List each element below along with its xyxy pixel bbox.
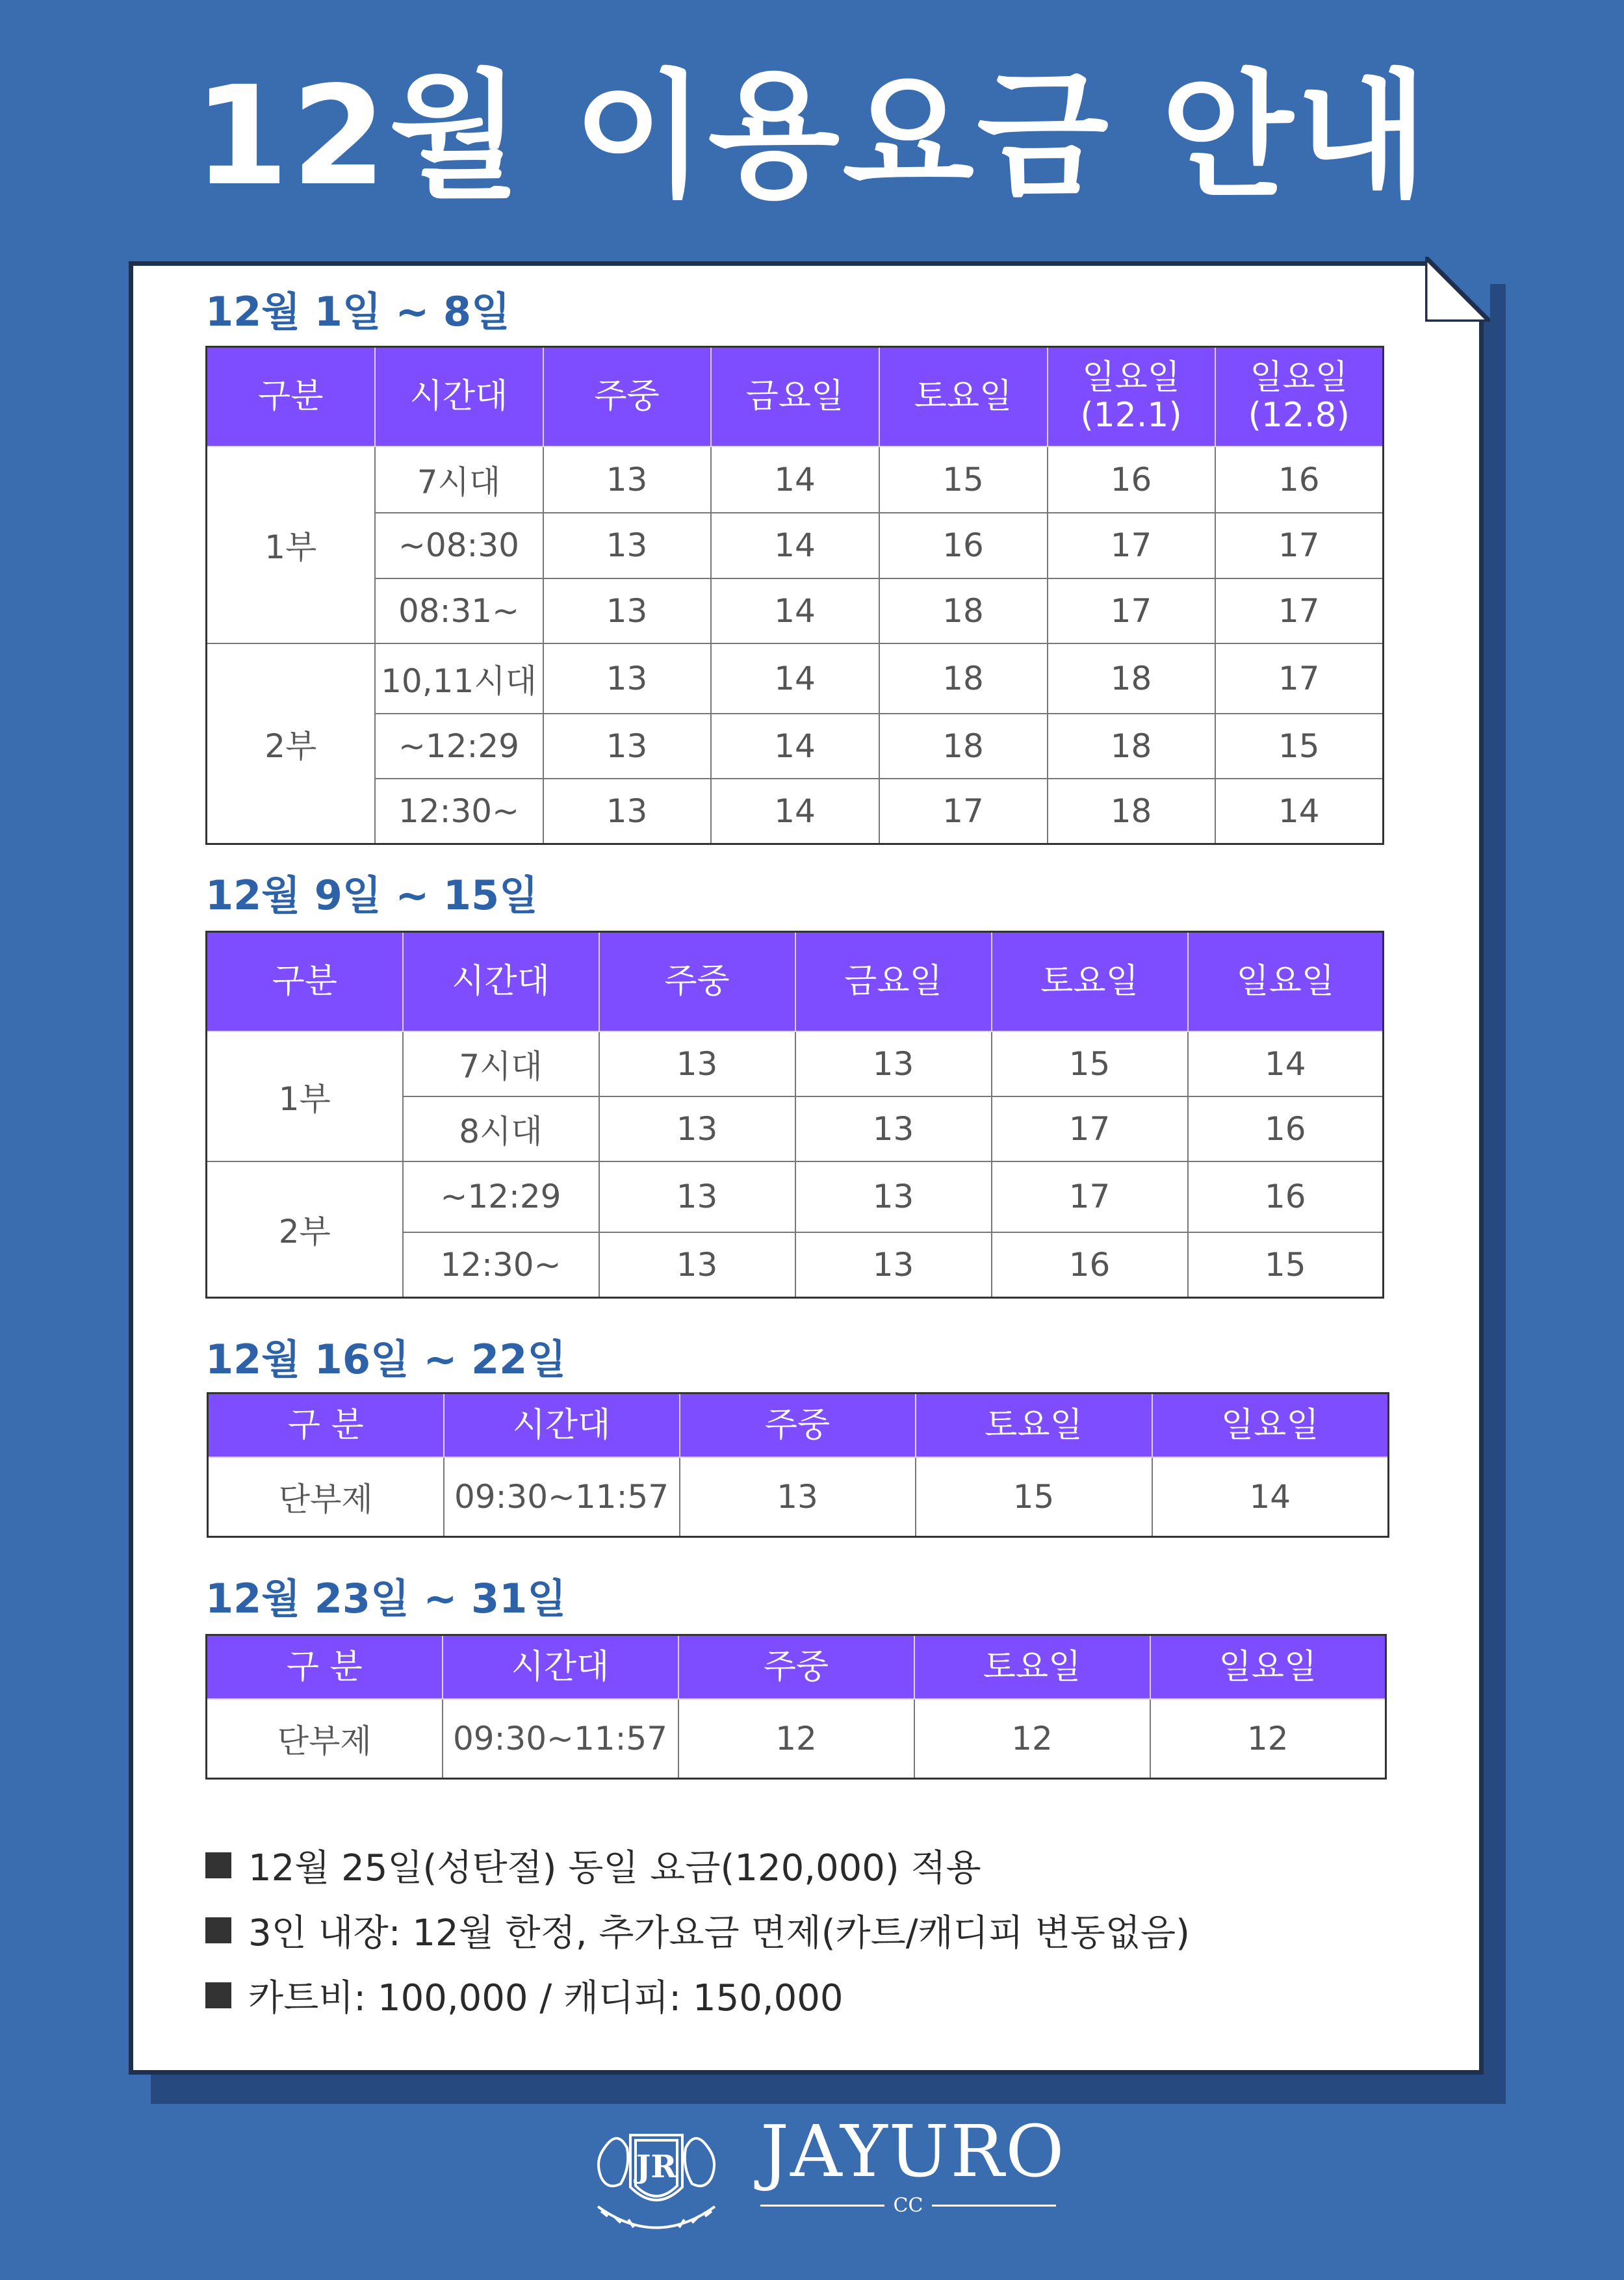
notes-list [205,1833,1190,2028]
note-item: 카트비: 100,000 / 캐디피: 150,000 [205,1963,1190,2028]
column-header: 구분 [207,347,375,447]
table-row [207,578,1384,643]
price-cell: 14 [711,578,879,643]
table-row [208,1457,1389,1537]
price-cell: 18 [1048,643,1215,714]
price-cell: 12 [914,1699,1150,1779]
jayuro-crest-icon [559,2109,754,2239]
table-row [207,714,1384,779]
rate-table-dec-1-8 [205,346,1384,845]
table-row [207,779,1384,844]
price-cell: 13 [795,1031,992,1096]
price-cell: 18 [879,643,1048,714]
price-cell: 13 [599,1232,795,1298]
folded-corner-icon [1425,257,1490,322]
column-header: 구 분 [208,1393,444,1457]
price-cell: 17 [992,1161,1188,1232]
column-header: 토요일 [916,1393,1152,1457]
column-header: 토요일 [992,932,1188,1031]
price-cell: 14 [1152,1457,1389,1537]
column-header: 주중 [680,1393,916,1457]
price-cell: 13 [543,513,711,578]
time-slot-cell: 7시대 [403,1031,599,1096]
table-row [207,447,1384,513]
rate-table-dec-9-15 [205,931,1384,1299]
price-cell: 15 [916,1457,1152,1537]
price-cell: 17 [1215,513,1384,578]
time-slot-cell: 09:30~11:57 [444,1457,680,1537]
brand-name: JAYURO [760,2110,1066,2193]
price-cell: 16 [1188,1096,1384,1161]
price-cell: 16 [879,513,1048,578]
column-header: 일요일 (12.8) [1215,347,1384,447]
group-label: 단부제 [208,1457,444,1537]
time-slot-cell: ~12:29 [375,714,543,779]
square-bullet-icon [205,1852,231,1878]
price-cell: 14 [1188,1031,1384,1096]
brand-rule [932,2205,1056,2207]
column-header: 토요일 [914,1635,1150,1699]
price-cell: 15 [879,447,1048,513]
time-slot-cell: 09:30~11:57 [443,1699,678,1779]
column-header: 토요일 [879,347,1048,447]
price-cell: 14 [711,643,879,714]
price-cell: 16 [992,1232,1188,1298]
section-title-dec-9-15: 12월 9일 ~ 15일 [205,872,539,919]
time-slot-cell: ~12:29 [403,1161,599,1232]
price-cell: 12 [1150,1699,1386,1779]
price-cell: 14 [711,447,879,513]
column-header: 시간대 [375,347,543,447]
square-bullet-icon [205,1982,231,2008]
group-label: 1부 [207,1031,403,1161]
price-cell: 15 [992,1031,1188,1096]
note-item: 3인 내장: 12월 한정, 추가요금 면제(카트/캐디피 변동없음) [205,1898,1190,1963]
price-cell: 13 [599,1031,795,1096]
column-header: 일요일 [1152,1393,1389,1457]
section-title-dec-1-8: 12월 1일 ~ 8일 [205,288,510,335]
price-cell: 13 [543,643,711,714]
column-header: 시간대 [403,932,599,1031]
price-cell: 18 [879,714,1048,779]
svg-text:JR: JR [636,2149,677,2185]
price-cell: 13 [543,714,711,779]
group-label: 2부 [207,1161,403,1298]
group-label: 1부 [207,447,375,643]
price-cell: 13 [795,1096,992,1161]
price-cell: 15 [1215,714,1384,779]
price-cell: 16 [1215,447,1384,513]
price-cell: 15 [1188,1232,1384,1298]
column-header: 일요일 (12.1) [1048,347,1215,447]
column-header: 구 분 [207,1635,443,1699]
time-slot-cell: 12:30~ [375,779,543,844]
brand-rule [760,2205,884,2207]
rate-table-dec-16-22 [207,1392,1389,1538]
column-header: 주중 [678,1635,914,1699]
price-cell: 13 [795,1232,992,1298]
price-cell: 18 [1048,714,1215,779]
price-cell: 14 [711,779,879,844]
price-cell: 13 [543,447,711,513]
price-cell: 17 [1215,643,1384,714]
price-cell: 14 [711,513,879,578]
column-header: 일요일 [1150,1635,1386,1699]
price-cell: 13 [680,1457,916,1537]
column-header: 주중 [543,347,711,447]
price-cell: 13 [543,779,711,844]
price-cell: 17 [1048,513,1215,578]
column-header: 주중 [599,932,795,1031]
square-bullet-icon [205,1917,231,1943]
price-cell: 17 [1215,578,1384,643]
price-cell: 14 [711,714,879,779]
column-header: 구분 [207,932,403,1031]
price-cell: 13 [543,578,711,643]
table-row [207,1031,1384,1096]
price-cell: 16 [1048,447,1215,513]
table-row [207,1161,1384,1232]
column-header: 금요일 [795,932,992,1031]
time-slot-cell: 7시대 [375,447,543,513]
price-cell: 17 [879,779,1048,844]
table-row [207,513,1384,578]
table-row [207,643,1384,714]
price-cell: 13 [599,1161,795,1232]
price-cell: 17 [1048,578,1215,643]
group-label: 2부 [207,643,375,844]
column-header: 일요일 [1188,932,1384,1031]
time-slot-cell: ~08:30 [375,513,543,578]
column-header: 시간대 [444,1393,680,1457]
price-cell: 18 [879,578,1048,643]
time-slot-cell: 12:30~ [403,1232,599,1298]
page-title: 12월 이용요금 안내 [194,57,1430,216]
price-cell: 18 [1048,779,1215,844]
rate-table-dec-23-31 [205,1634,1387,1780]
section-title-dec-16-22: 12월 16일 ~ 22일 [205,1336,567,1383]
table-row [207,1699,1386,1779]
section-title-dec-23-31: 12월 23일 ~ 31일 [205,1575,567,1622]
time-slot-cell: 8시대 [403,1096,599,1161]
column-header: 금요일 [711,347,879,447]
price-cell: 16 [1188,1161,1384,1232]
column-header: 시간대 [443,1635,678,1699]
price-cell: 14 [1215,779,1384,844]
price-cell: 13 [599,1096,795,1161]
price-cell: 13 [795,1161,992,1232]
time-slot-cell: 10,11시대 [375,643,543,714]
brand-sub: CC [760,2194,1056,2217]
price-cell: 12 [678,1699,914,1779]
price-cell: 17 [992,1096,1188,1161]
group-label: 단부제 [207,1699,443,1779]
note-item: 12월 25일(성탄절) 동일 요금(120,000) 적용 [205,1833,1190,1898]
time-slot-cell: 08:31~ [375,578,543,643]
